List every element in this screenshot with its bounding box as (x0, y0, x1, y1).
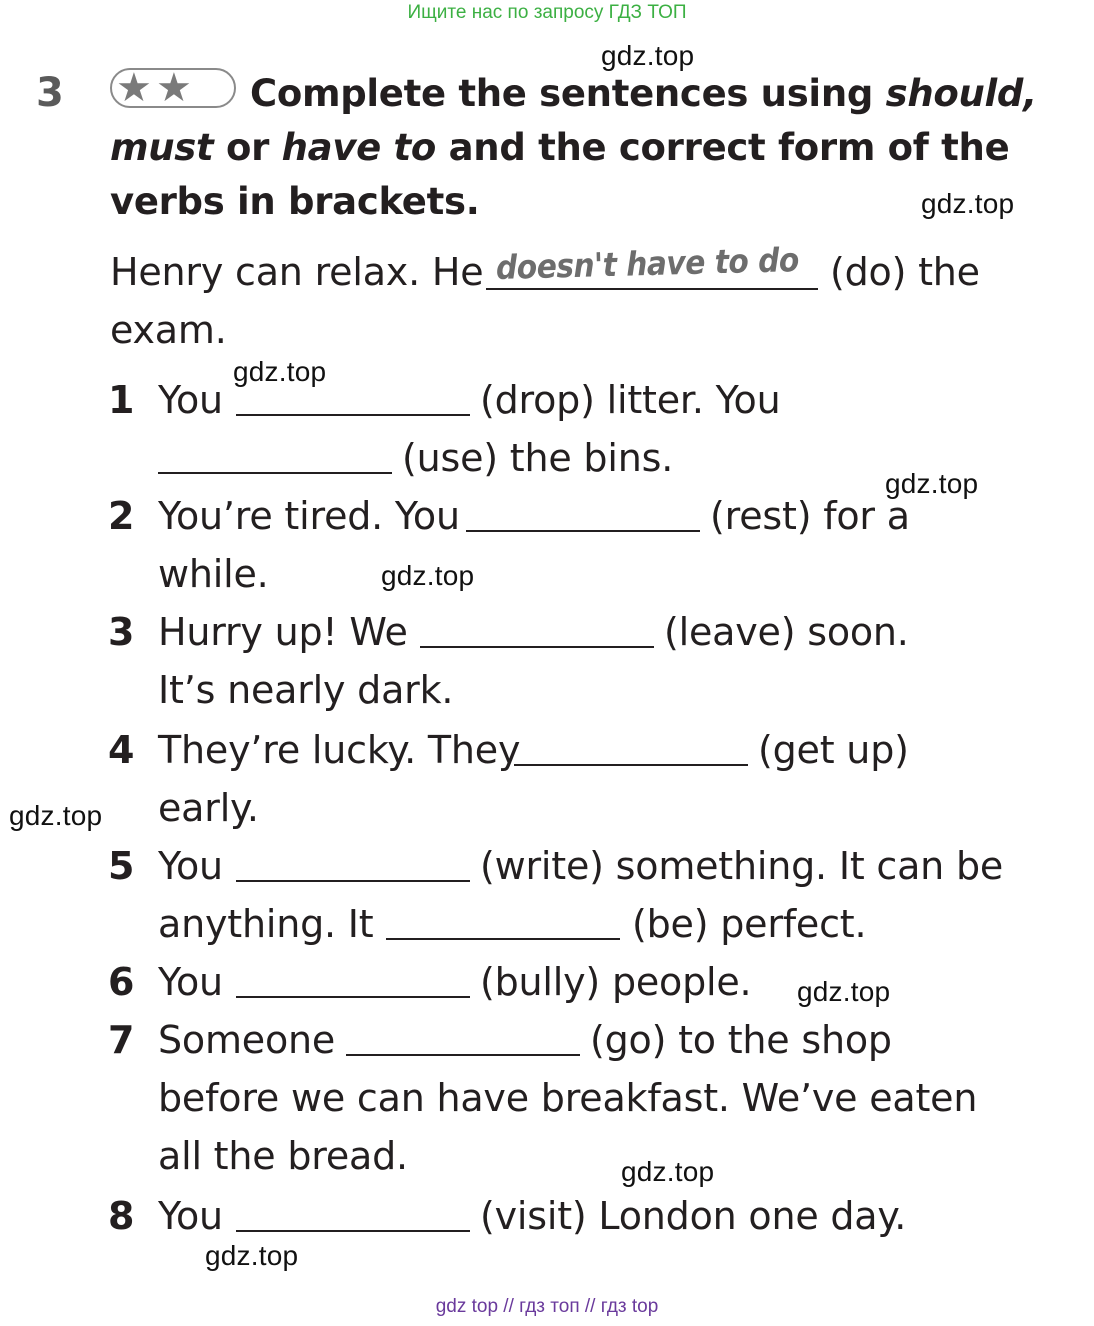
item-number: 1 (108, 378, 135, 422)
answer-blank-input[interactable] (514, 764, 748, 766)
item-text: (drop) litter. You (480, 378, 781, 422)
item-text: (be) perfect. (632, 902, 867, 946)
item-number: 4 (108, 728, 135, 772)
difficulty-stars-icon (110, 65, 236, 111)
item-number: 2 (108, 494, 135, 538)
answer-blank-input[interactable] (236, 880, 470, 882)
item-text: before we can have breakfast. We’ve eaten (158, 1076, 978, 1120)
item-text: Hurry up! We (158, 610, 408, 654)
star-icon: ★ (156, 65, 192, 111)
item-text: (leave) soon. (664, 610, 909, 654)
instruction-line-1: Complete the sentences using should, (250, 72, 1037, 115)
item-text: (go) to the shop (590, 1018, 892, 1062)
answer-blank-input[interactable] (236, 414, 470, 416)
example-text: Henry can relax. He (110, 250, 484, 294)
item-text: It’s nearly dark. (158, 668, 454, 712)
item-text: all the bread. (158, 1134, 408, 1178)
item-text: (use) the bins. (402, 436, 674, 480)
footer-links: gdz top // гдз топ // гдз top (435, 1296, 659, 1317)
item-text: (bully) people. (480, 960, 752, 1004)
item-number: 6 (108, 960, 135, 1004)
item-number: 3 (108, 610, 135, 654)
item-text: (rest) for a (710, 494, 910, 538)
item-text: You (158, 1194, 223, 1238)
answer-blank-input[interactable] (420, 646, 654, 648)
example-answer: doesn't have to do (495, 240, 800, 287)
item-number: 7 (108, 1018, 135, 1062)
answer-blank (486, 288, 818, 290)
item-number: 5 (108, 844, 135, 888)
item-text: (write) something. It can be (480, 844, 1004, 888)
watermark: gdz.top (205, 1240, 299, 1271)
item-text: (get up) (758, 728, 909, 772)
item-text: They’re lucky. They (158, 728, 521, 772)
item-text: early. (158, 786, 259, 830)
watermark: gdz.top (601, 40, 695, 71)
item-text: You (158, 844, 223, 888)
watermark: gdz.top (9, 800, 103, 831)
instruction-line-2: must or have to and the correct form of the (110, 126, 1010, 169)
answer-blank-input[interactable] (236, 996, 470, 998)
watermark: gdz.top (797, 976, 891, 1007)
exercise-number: 3 (36, 70, 64, 116)
item-text: (visit) London one day. (480, 1194, 907, 1238)
example-text: (do) the (830, 250, 980, 294)
example-text: exam. (110, 308, 227, 352)
answer-blank-input[interactable] (466, 530, 700, 532)
watermark: gdz.top (621, 1156, 715, 1187)
item-text: anything. It (158, 902, 374, 946)
item-text: You (158, 960, 223, 1004)
star-icon: ★ (116, 65, 152, 111)
answer-blank-input[interactable] (386, 938, 620, 940)
item-text: You (158, 378, 223, 422)
watermark: gdz.top (233, 356, 327, 387)
answer-blank-input[interactable] (346, 1054, 580, 1056)
item-text: Someone (158, 1018, 336, 1062)
item-text: You’re tired. You (158, 494, 460, 538)
item-text: while. (158, 552, 269, 596)
watermark: gdz.top (381, 560, 475, 591)
watermark: gdz.top (885, 468, 979, 499)
answer-blank-input[interactable] (158, 472, 392, 474)
watermark: gdz.top (921, 188, 1015, 219)
search-banner: Ищите нас по запросу ГДЗ ТОП (407, 2, 687, 23)
answer-blank-input[interactable] (236, 1230, 470, 1232)
instruction-line-3: verbs in brackets. (110, 180, 480, 223)
item-number: 8 (108, 1194, 135, 1238)
